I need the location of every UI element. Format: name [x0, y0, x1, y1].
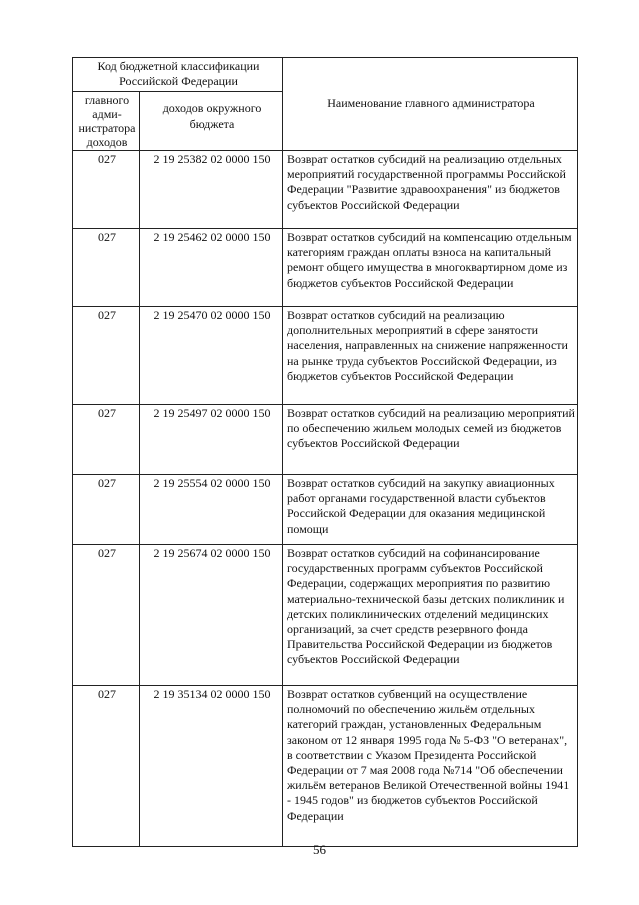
table-row: [73, 686, 578, 847]
income-code-cell: 2 19 25554 02 0000 150: [140, 475, 283, 545]
administrator-name-cell: Возврат остатков субсидий на компенсацию отдельным категориям граждан оплаты взноса на капитальный ремонт общего имущества в многоквартирном доме из бюджетов субъектов Российской Федерации: [283, 229, 578, 307]
table-body: [73, 151, 578, 847]
admin-code-cell: 027: [73, 686, 140, 847]
income-code-cell: 2 19 25462 02 0000 150: [140, 229, 283, 307]
income-code-cell: 2 19 25497 02 0000 150: [140, 405, 283, 475]
administrator-name-cell: Возврат остатков субвенций на осуществление полномочий по обеспечению жильём отдельных категорий граждан, установленных Федеральным законом от 12 января 1995 года № 5-ФЗ "О ветеранах", в соответствии с Указом Президента Российской Федерации от 7 мая 2008 года №714 "Об обеспечении жильём ветеранов Великой Отечественной войны 1941 - 1945 годов" из бюджетов субъектов Российской Федерации: [283, 686, 578, 847]
income-code-cell: 2 19 35134 02 0000 150: [140, 686, 283, 847]
table-row: [73, 405, 578, 475]
admin-code-cell: 027: [73, 545, 140, 686]
budget-classification-table: [72, 57, 578, 847]
income-code-cell: 2 19 25674 02 0000 150: [140, 545, 283, 686]
header-chief-administrator: главного адми-нистратора доходов: [73, 92, 140, 151]
administrator-name-cell: Возврат остатков субсидий на реализацию мероприятий по обеспечению жильем молодых семей из бюджетов субъектов Российской Федерации: [283, 405, 578, 475]
table-row: [73, 545, 578, 686]
page-number: 56: [313, 842, 326, 857]
table-row: [73, 307, 578, 405]
administrator-name-cell: Возврат остатков субсидий на реализацию отдельных мероприятий государственной программы Российской Федерации "Развитие здравоохранения" из бюджетов субъектов Российской Федерации: [283, 151, 578, 229]
table-header-row: [73, 58, 578, 92]
income-code-cell: 2 19 25382 02 0000 150: [140, 151, 283, 229]
header-district-budget-income: доходов окружного бюджета: [140, 92, 283, 151]
header-classification-code: Код бюджетной классификации Российской Федерации: [73, 58, 283, 92]
admin-code-cell: 027: [73, 151, 140, 229]
table-row: [73, 151, 578, 229]
admin-code-cell: 027: [73, 307, 140, 405]
table-row: [73, 229, 578, 307]
administrator-name-cell: Возврат остатков субсидий на закупку авиационных работ органами государственной власти субъектов Российской Федерации для оказания медицинской помощи: [283, 475, 578, 545]
header-administrator-name: Наименование главного администратора: [283, 58, 578, 151]
income-code-cell: 2 19 25470 02 0000 150: [140, 307, 283, 405]
table-row: [73, 475, 578, 545]
administrator-name-cell: Возврат остатков субсидий на софинансирование государственных программ субъектов Российской Федерации, содержащих мероприятия по развитию материально-технической базы детских поликлиник и детских поликлинических отделений медицинских организаций, за счет средств резервного фонда Правительства Российской Федерации из бюджетов субъектов Российской Федерации: [283, 545, 578, 686]
admin-code-cell: 027: [73, 229, 140, 307]
admin-code-cell: 027: [73, 405, 140, 475]
administrator-name-cell: Возврат остатков субсидий на реализацию дополнительных мероприятий в сфере занятости населения, направленных на снижение напряженности на рынке труда субъектов Российской Федерации, из бюджетов субъектов Российской Федерации: [283, 307, 578, 405]
admin-code-cell: 027: [73, 475, 140, 545]
